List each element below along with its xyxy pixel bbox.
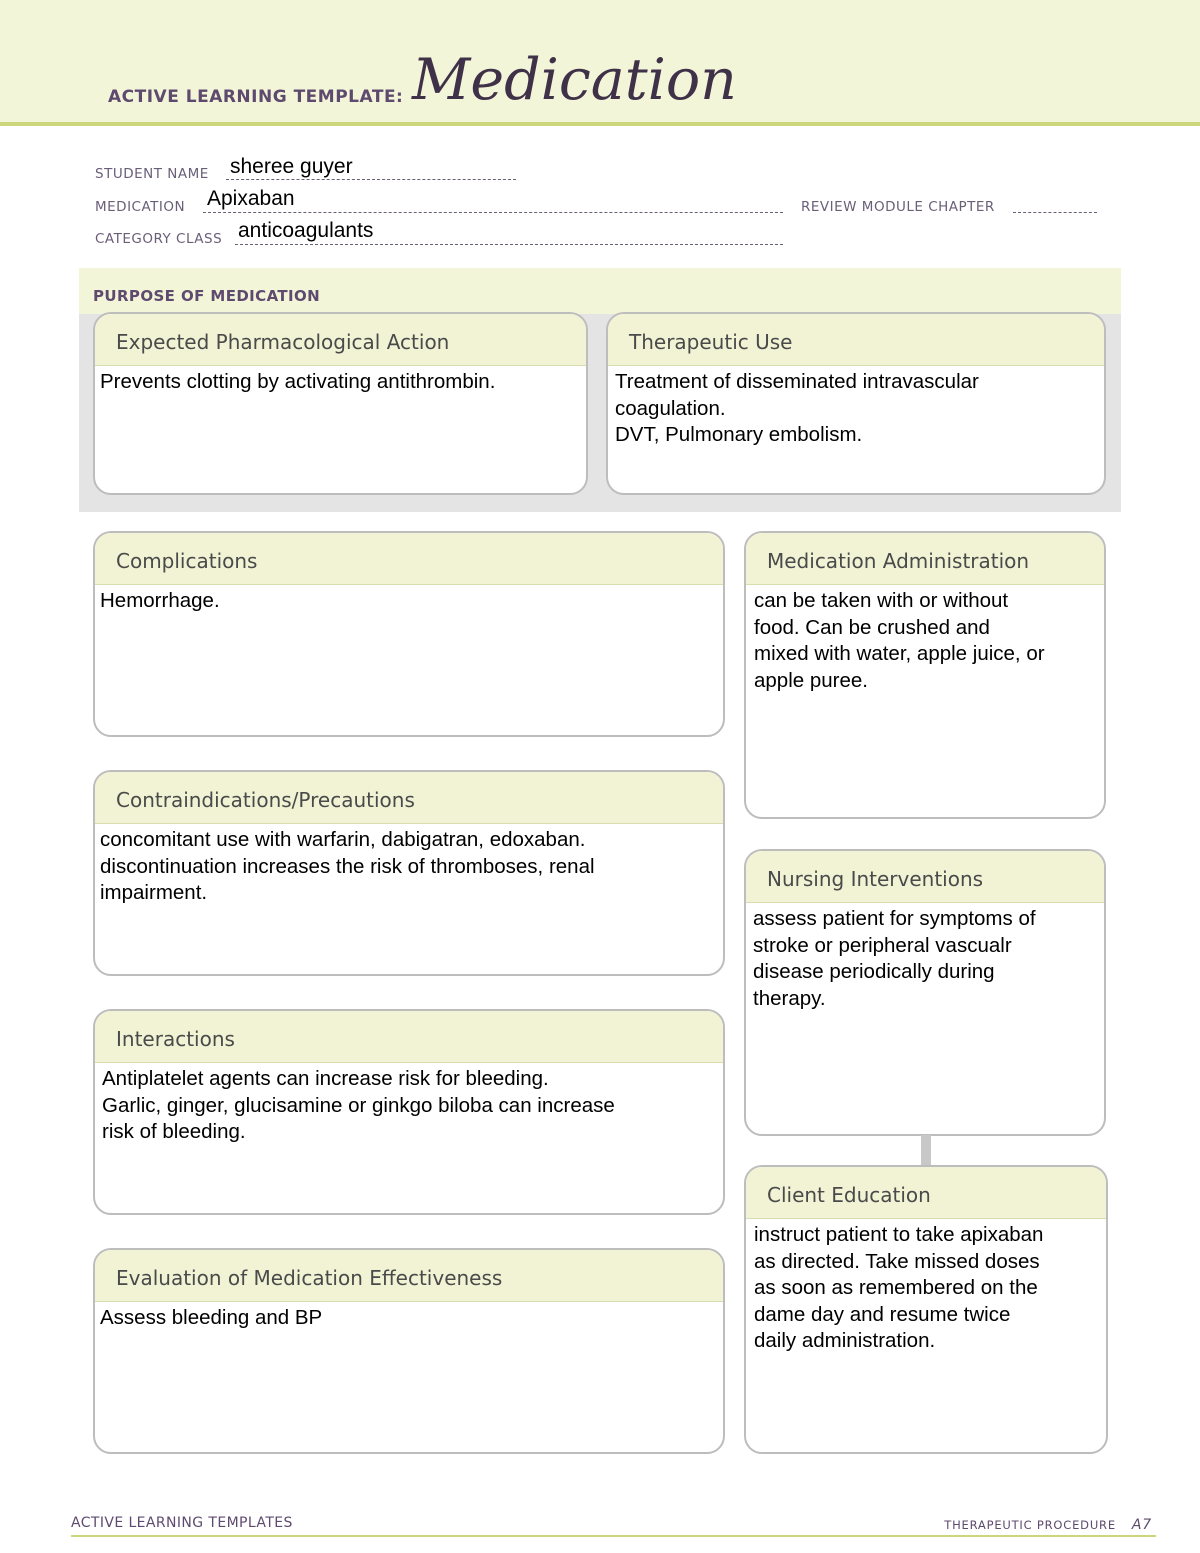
student-name-line <box>226 179 516 180</box>
footer-right <box>944 1517 1152 1533</box>
nursing-title: Nursing Interventions <box>746 851 1104 903</box>
client-education-title: Client Education <box>746 1167 1106 1219</box>
administration-box <box>744 531 1106 819</box>
expected-action-title: Expected Pharmacological Action <box>95 314 586 366</box>
footer-page-number: A7 <box>1131 1517 1152 1533</box>
evaluation-title: Evaluation of Medication Effectiveness <box>95 1250 723 1302</box>
medication-line <box>203 212 783 213</box>
footer-procedure: THERAPEUTIC PROCEDURE <box>944 1518 1116 1532</box>
purpose-label: PURPOSE OF MEDICATION <box>93 287 321 305</box>
contraindications-box <box>93 770 725 976</box>
nursing-text[interactable]: assess patient for symptoms of stroke or peripheral vascualr disease periodically during therapy. <box>753 907 1036 1010</box>
expected-action-box <box>93 312 588 495</box>
review-module-field[interactable] <box>1013 212 1097 213</box>
footer-left: ACTIVE LEARNING TEMPLATES <box>71 1515 293 1531</box>
administration-text[interactable]: can be taken with or without food. Can be crushed and mixed with water, apple juice, or apple puree. <box>754 589 1045 692</box>
interactions-title: Interactions <box>95 1011 723 1063</box>
medication-field[interactable]: Apixaban <box>207 187 295 210</box>
review-module-label: REVIEW MODULE CHAPTER <box>801 199 995 215</box>
complications-box <box>93 531 725 737</box>
client-education-text[interactable]: instruct patient to take apixaban as directed. Take missed doses as soon as remembered on the dame day and resume twice daily administration. <box>754 1223 1044 1352</box>
evaluation-text[interactable]: Assess bleeding and BP <box>100 1306 323 1329</box>
template-title: Medication <box>412 47 737 113</box>
template-label: ACTIVE LEARNING TEMPLATE: <box>108 87 404 107</box>
interactions-box <box>93 1009 725 1215</box>
interactions-text[interactable]: Antiplatelet agents can increase risk for bleeding. Garlic, ginger, glucisamine or ginkgo biloba can increase risk of bleeding. <box>102 1067 615 1143</box>
category-class-line <box>235 244 783 245</box>
complications-text[interactable]: Hemorrhage. <box>100 589 220 612</box>
category-class-field[interactable]: anticoagulants <box>238 219 374 242</box>
therapeutic-use-text[interactable]: Treatment of disseminated intravascular coagulation. DVT, Pulmonary embolism. <box>615 370 979 446</box>
student-name-field[interactable]: sheree guyer <box>230 155 353 178</box>
therapeutic-use-box <box>606 312 1106 495</box>
category-class-label: CATEGORY CLASS <box>95 231 223 247</box>
student-name-label: STUDENT NAME <box>95 166 209 182</box>
medication-label: MEDICATION <box>95 199 186 215</box>
header-rule <box>0 122 1200 126</box>
client-education-box <box>744 1165 1108 1454</box>
therapeutic-use-title: Therapeutic Use <box>608 314 1104 366</box>
evaluation-box <box>93 1248 725 1454</box>
footer-rule <box>71 1535 1156 1537</box>
administration-title: Medication Administration <box>746 533 1104 585</box>
complications-title: Complications <box>95 533 723 585</box>
connector-bar <box>921 1135 931 1166</box>
nursing-box <box>744 849 1106 1136</box>
expected-action-text[interactable]: Prevents clotting by activating antithrombin. <box>100 370 496 393</box>
contraindications-title: Contraindications/Precautions <box>95 772 723 824</box>
contraindications-text[interactable]: concomitant use with warfarin, dabigatran, edoxaban. discontinuation increases the risk of thromboses, renal impairment. <box>100 828 595 904</box>
